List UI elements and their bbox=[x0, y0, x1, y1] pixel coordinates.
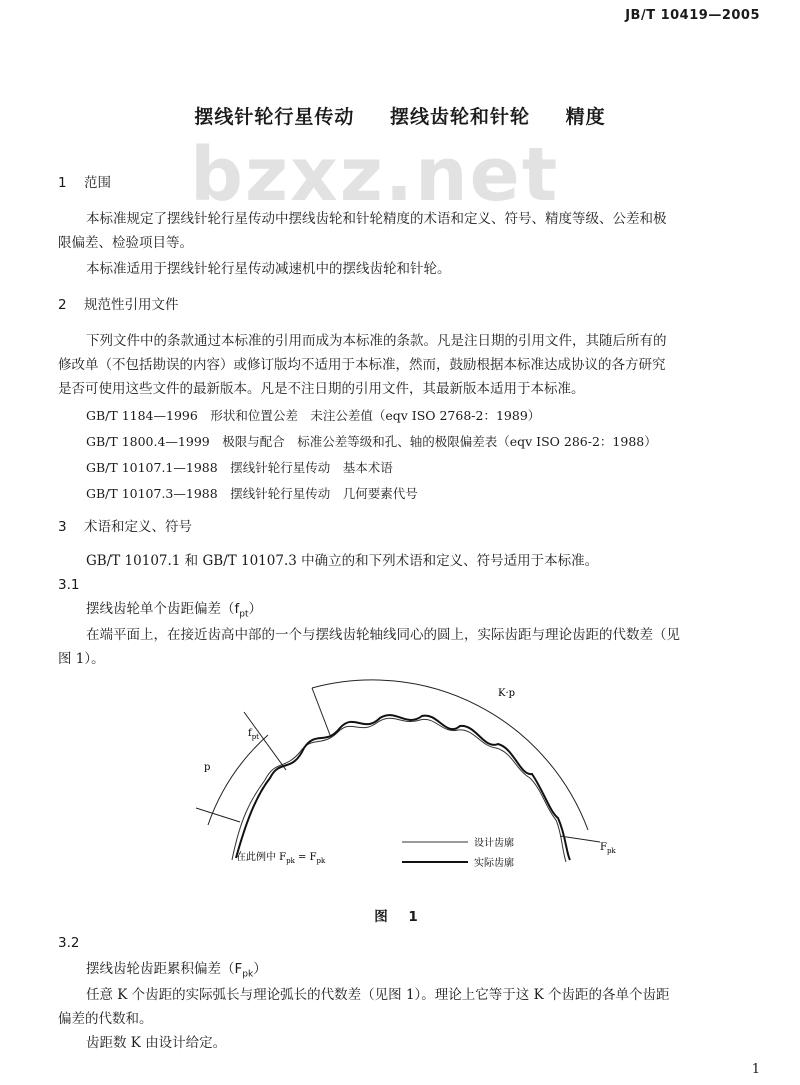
page-number: 1 bbox=[751, 1062, 760, 1077]
title-part-3: 精度 bbox=[565, 106, 606, 128]
section-1-para-1-line-2: 限偏差、检验项目等。 bbox=[58, 235, 193, 251]
term-3-2-def-line-1: 任意 K 个齿距的实际弧长与理论弧长的代数差（见图 1）。理论上它等于这 K 个齿距的各单个齿距 bbox=[86, 987, 670, 1003]
section-2-para-line-1: 下列文件中的条款通过本标准的引用而成为本标准的条款。凡是注日期的引用文件，其随后所有的 bbox=[86, 333, 667, 349]
section-1-title: 范围 bbox=[84, 175, 111, 191]
term-3-2-def-line-3: 齿距数 K 由设计给定。 bbox=[86, 1035, 227, 1051]
section-1-para-1-line-1: 本标准规定了摆线针轮行星传动中摆线齿轮和针轮精度的术语和定义、符号、精度等级、公差和极 bbox=[86, 211, 667, 227]
term-3-2-close: ） bbox=[253, 961, 267, 977]
term-3-2-title bbox=[86, 958, 267, 987]
section-2-para-line-3: 是否可使用这些文件的最新版本。凡是不注日期的引用文件，其最新版本适用于本标准。 bbox=[58, 381, 585, 397]
section-2-para-line-2: 修改单（不包括勘误的内容）或修订版均不适用于本标准，然而，鼓励根据本标准达成协议的各方研究 bbox=[58, 357, 666, 373]
normative-reference: GB/T 10107.3—1988 摆线针轮行星传动 几何要素代号 bbox=[86, 486, 418, 501]
actual-profile-curve bbox=[236, 715, 570, 860]
term-3-1-def-line-1: 在端平面上，在接近齿高中部的一个与摆线齿轮轴线同心的圆上，实际齿距与理论齿距的代数差（见 bbox=[86, 627, 680, 643]
section-1-number: 1 bbox=[58, 175, 67, 191]
normative-reference: GB/T 1800.4—1999 极限与配合 标准公差等级和孔、轴的极限偏差表（eqv ISO 286-2：1988） bbox=[86, 434, 657, 449]
radial-line-left-2 bbox=[244, 712, 286, 770]
figure-note: 在此例中 $F_{pk} = F_{pk}$ bbox=[236, 852, 326, 865]
term-3-2-def-line-2: 偏差的代数和。 bbox=[58, 1011, 153, 1027]
title-part-2: 摆线齿轮和针轮 bbox=[389, 106, 530, 128]
watermark: bzxz.net bbox=[190, 132, 560, 218]
normative-reference: GB/T 1184—1996 形状和位置公差 未注公差值（eqv ISO 2768-2：1989） bbox=[86, 408, 541, 423]
standard-code: JB/T 10419—2005 bbox=[625, 8, 760, 23]
term-3-2-symbol-sub: pk bbox=[242, 969, 254, 980]
section-3-number: 3 bbox=[58, 519, 67, 535]
label-kp: K·p bbox=[498, 688, 516, 699]
figure-1-caption: 图 1 bbox=[374, 909, 426, 925]
arc-p-dimension bbox=[208, 735, 268, 825]
title-part-1: 摆线针轮行星传动 bbox=[194, 106, 355, 128]
term-3-2-number: 3.2 bbox=[58, 935, 80, 951]
section-3-para: GB/T 10107.1 和 GB/T 10107.3 中确立的和下列术语和定义、符号适用于本标准。 bbox=[86, 553, 599, 569]
normative-reference: GB/T 10107.1—1988 摆线针轮行星传动 基本术语 bbox=[86, 460, 393, 475]
section-3-title: 术语和定义、符号 bbox=[84, 519, 192, 535]
label-fpt: $f_{pt}$ bbox=[248, 728, 259, 741]
legend-actual-profile: 实际齿廓 bbox=[474, 858, 514, 869]
label-fpk: $F_{pk}$ bbox=[600, 842, 616, 855]
legend-design-profile: 设计齿廓 bbox=[474, 838, 514, 849]
term-3-2-name: 摆线齿轮齿距累积偏差（F bbox=[86, 961, 243, 977]
term-3-1-number: 3.1 bbox=[58, 577, 80, 593]
term-3-1-def-line-2: 图 1）。 bbox=[58, 651, 105, 667]
section-2-title: 规范性引用文件 bbox=[84, 297, 179, 313]
label-p: p bbox=[204, 762, 211, 773]
term-3-1-close: ） bbox=[248, 601, 263, 617]
term-3-1-name: 摆线齿轮单个齿距偏差（f bbox=[86, 601, 240, 617]
radial-line-top bbox=[312, 688, 330, 735]
term-3-1-symbol-sub: pt bbox=[239, 609, 249, 620]
arc-kp-dimension bbox=[312, 680, 588, 830]
design-profile-curve bbox=[232, 718, 566, 862]
section-1-para-2: 本标准适用于摆线针轮行星传动减速机中的摆线齿轮和针轮。 bbox=[86, 261, 451, 277]
section-2-number: 2 bbox=[58, 297, 67, 313]
radial-line-left bbox=[196, 808, 240, 822]
